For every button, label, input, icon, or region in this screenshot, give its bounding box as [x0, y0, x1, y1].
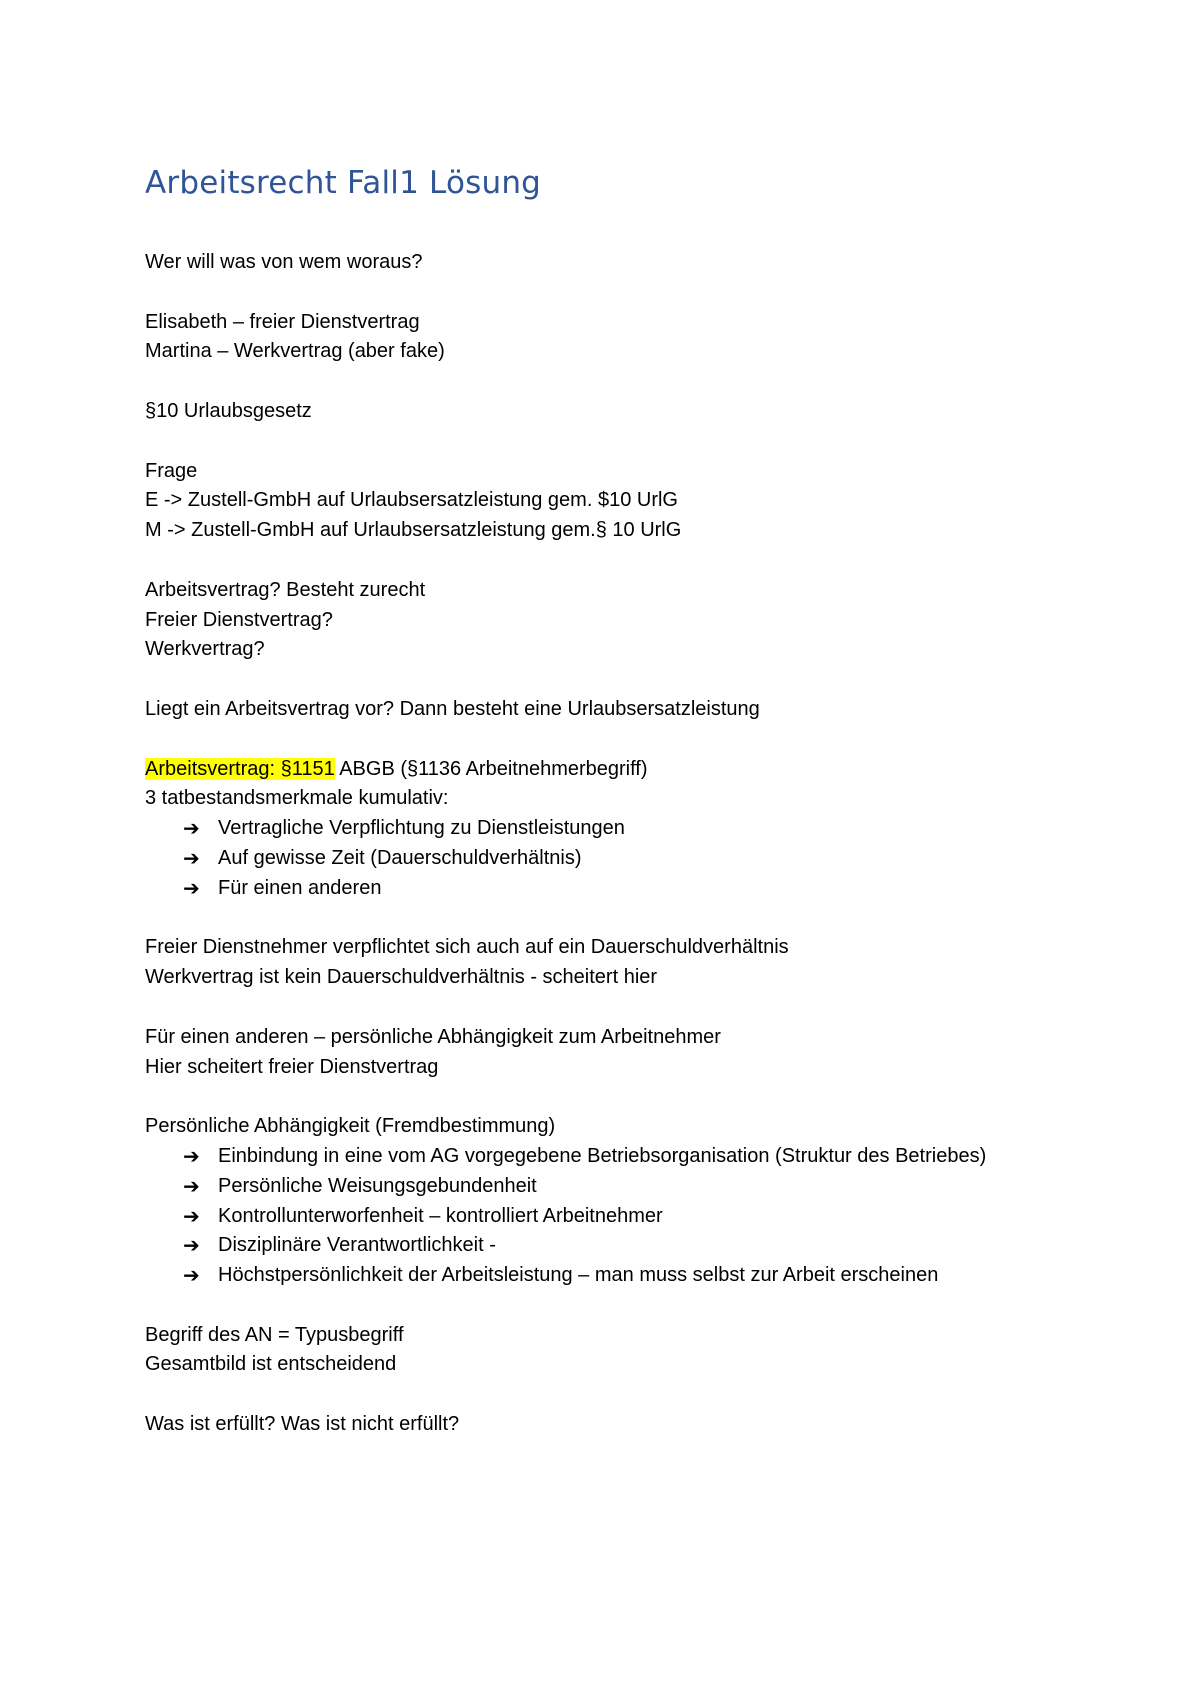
frage-line: M -> Zustell-GmbH auf Urlaubsersatzleistung gem.§ 10 UrlG	[145, 519, 682, 542]
contract-question: Arbeitsvertrag? Besteht zurecht	[145, 578, 426, 601]
arrow-right-icon: ➔	[183, 1173, 200, 1198]
freier-line: Freier Dienstnehmer verpflichtet sich auch auf ein Dauerschuldverhältnis	[145, 936, 789, 959]
freier-line: Werkvertrag ist kein Dauerschuldverhältnis - scheitert hier	[145, 966, 658, 989]
begriff-line: Gesamtbild ist entscheidend	[145, 1353, 397, 1376]
list-item: ➔ Kontrollunterworfenheit – kontrolliert Arbeitnehmer	[145, 1202, 1065, 1232]
arrow-right-icon: ➔	[183, 1233, 200, 1258]
arbeitsvertrag-definition	[145, 755, 1065, 785]
main-question: Wer will was von wem woraus?	[145, 251, 423, 273]
contract-question: Werkvertrag?	[145, 638, 265, 661]
law-reference: §10 Urlaubsgesetz	[145, 399, 312, 422]
contract-question: Freier Dienstvertrag?	[145, 608, 333, 631]
fuer-line: Für einen anderen – persönliche Abhängigkeit zum Arbeitnehmer	[145, 1025, 721, 1048]
liegt-line: Liegt ein Arbeitsvertrag vor? Dann besteht eine Urlaubsersatzleistung	[145, 697, 760, 720]
arrow-right-icon: ➔	[183, 875, 200, 900]
party-line: Martina – Werkvertrag (aber fake)	[145, 340, 445, 363]
list-item: ➔ Höchstpersönlichkeit der Arbeitsleistung – man muss selbst zur Arbeit erscheinen	[145, 1261, 1065, 1291]
document-body	[145, 162, 1065, 1440]
frage-heading: Frage	[145, 459, 198, 482]
highlighted-text: Arbeitsvertrag: §1151	[145, 757, 335, 780]
criteria-list	[145, 814, 1065, 903]
document-title: Arbeitsrecht Fall1 Lösung	[145, 165, 542, 201]
definition-rest: ABGB (§1136 Arbeitnehmerbegriff)	[334, 757, 648, 780]
list-item: ➔ Für einen anderen	[145, 874, 1065, 904]
arrow-right-icon: ➔	[183, 845, 200, 870]
begriff-line: Begriff des AN = Typusbegriff	[145, 1323, 404, 1346]
abhaengigkeit-heading: Persönliche Abhängigkeit (Fremdbestimmung)	[145, 1115, 556, 1138]
list-item: ➔ Vertragliche Verpflichtung zu Dienstleistungen	[145, 814, 1065, 844]
fuer-line: Hier scheitert freier Dienstvertrag	[145, 1055, 439, 1078]
arrow-right-icon: ➔	[183, 816, 200, 841]
list-item: ➔ Disziplinäre Verantwortlichkeit -	[145, 1231, 1065, 1261]
party-line: Elisabeth – freier Dienstvertrag	[145, 310, 420, 333]
arrow-right-icon: ➔	[183, 1203, 200, 1228]
list-item: ➔ Einbindung in eine vom AG vorgegebene Betriebsorganisation (Struktur des Betriebes)	[145, 1142, 1033, 1172]
abhaengigkeit-list	[145, 1142, 1065, 1291]
final-question: Was ist erfüllt? Was ist nicht erfüllt?	[145, 1413, 460, 1436]
arrow-right-icon: ➔	[183, 1263, 200, 1288]
frage-line: E -> Zustell-GmbH auf Urlaubsersatzleistung gem. $10 UrlG	[145, 489, 678, 512]
criteria-intro: 3 tatbestandsmerkmale kumulativ:	[145, 787, 449, 810]
arrow-right-icon: ➔	[183, 1143, 200, 1168]
list-item: ➔ Auf gewisse Zeit (Dauerschuldverhältnis)	[145, 844, 1065, 874]
list-item: ➔ Persönliche Weisungsgebundenheit	[145, 1172, 1065, 1202]
